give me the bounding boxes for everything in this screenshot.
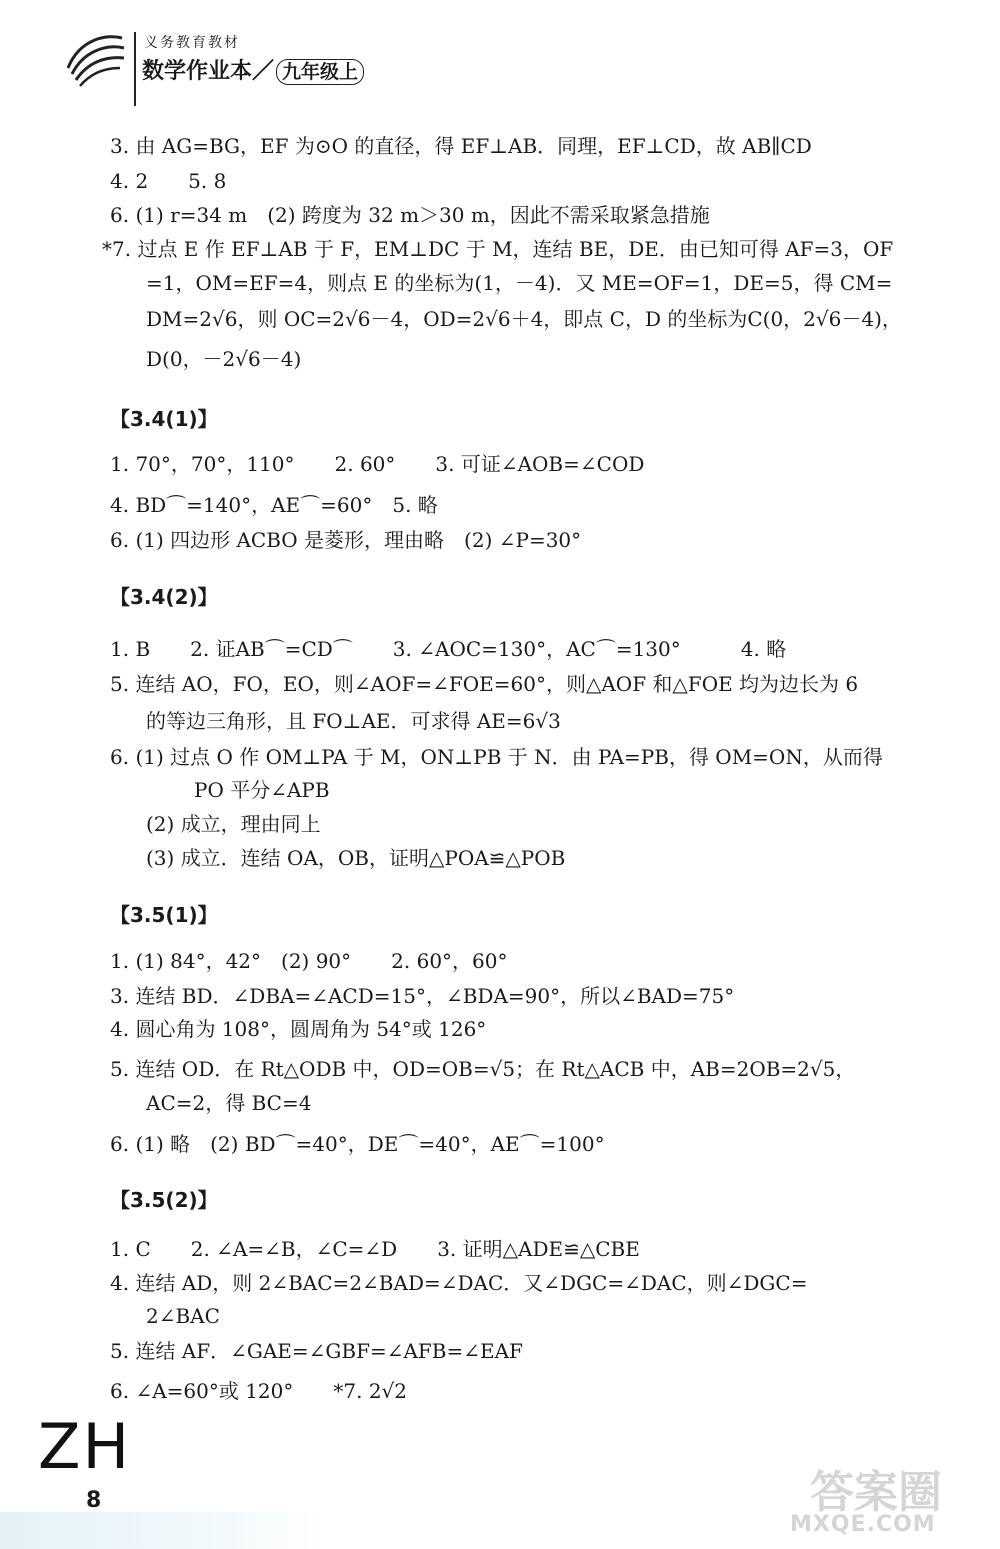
answer-line: DM=2√6，则 OC=2√6－4，OD=2√6＋4，即点 C，D 的坐标为C(0，2√6－4)， (146, 307, 902, 331)
answer-line: 1. (1) 84°，42° (2) 90° 2. 60°，60° (110, 949, 508, 973)
answer-line: 2∠BAC (146, 1304, 220, 1328)
answer-line: (2) 成立，理由同上 (146, 812, 321, 836)
answer-line: D(0，－2√6－4) (146, 347, 302, 371)
answer-line: (3) 成立．连结 OA，OB，证明△POA≌△POB (146, 846, 566, 870)
page-header (62, 20, 482, 110)
answer-line: 4. 圆心角为 108°，圆周角为 54°或 126° (110, 1017, 487, 1041)
section-heading: 【3.4(2)】 (110, 585, 218, 609)
grade-label: 九年级上 (276, 59, 364, 85)
answer-line: 3. 由 AG=BG，EF 为⊙O 的直径，得 EF⊥AB．同理，EF⊥CD，故 AB∥CD (110, 134, 812, 158)
answer-line: 5. 连结 AO，FO，EO，则∠AOF=∠FOE=60°，则△AOF 和△FOE 均为边长为 6 (110, 672, 859, 696)
watermark (790, 1456, 990, 1536)
answer-line: 6. ∠A=60°或 120° *7. 2√2 (110, 1379, 408, 1403)
series-label: 义务教育教材 (144, 35, 240, 51)
answer-line: 6. (1) 四边形 ACBO 是菱形，理由略 (2) ∠P=30° (110, 528, 582, 552)
answer-line: 3. 连结 BD．∠DBA=∠ACD=15°，∠BDA=90°，所以∠BAD=75° (110, 984, 735, 1008)
answer-line: 4. 连结 AD，则 2∠BAC=2∠BAD=∠DAC．又∠DGC=∠DAC，则∠DGC= (110, 1271, 808, 1295)
answer-line: 4. BD⌒=140°，AE⌒=60° 5. 略 (110, 493, 438, 517)
decorative-band (0, 1512, 330, 1549)
section-heading: 【3.4(1)】 (110, 407, 218, 431)
answer-line: 的等边三角形，且 FO⊥AE．可求得 AE=6√3 (146, 709, 561, 733)
book-title-text: 数学作业本／ (142, 59, 275, 84)
corner-mark: ZH (38, 1410, 132, 1483)
section-heading: 【3.5(1)】 (110, 903, 218, 927)
answer-line: 6. (1) 过点 O 作 OM⊥PA 于 M，ON⊥PB 于 N．由 PA=PB，得 OM=ON，从而得 (110, 745, 883, 769)
watermark-mark: 答案圈 (810, 1467, 942, 1518)
answer-line: 1. 70°，70°，110° 2. 60° 3. 可证∠AOB=∠COD (110, 452, 645, 476)
answer-line: AC=2，得 BC=4 (146, 1091, 312, 1115)
answer-line: 6. (1) r=34 m (2) 跨度为 32 m＞30 m，因此不需采取紧急措施 (110, 203, 710, 227)
answer-line: 5. 连结 OD．在 Rt△ODB 中，OD=OB=√5；在 Rt△ACB 中，AB=2OB=2√5， (110, 1057, 856, 1081)
answer-line: =1，OM=EF=4，则点 E 的坐标为(1，－4)．又 ME=OF=1，DE=5，得 CM= (146, 271, 893, 295)
section-heading: 【3.5(2)】 (110, 1188, 218, 1212)
publisher-logo-icon (62, 28, 128, 94)
answer-line: 1. B 2. 证AB⌒=CD⌒ 3. ∠AOC=130°，AC⌒=130° 4. 略 (110, 637, 787, 661)
page-number: 8 (86, 1488, 102, 1513)
answer-line: 1. C 2. ∠A=∠B，∠C=∠D 3. 证明△ADE≌△CBE (110, 1237, 640, 1261)
answer-line: PO 平分∠APB (194, 778, 330, 802)
answer-line: 4. 2 5. 8 (110, 169, 227, 193)
header-divider (134, 32, 136, 106)
watermark-site: MXQE.COM (790, 1512, 936, 1537)
answer-line: 6. (1) 略 (2) BD⌒=40°，DE⌒=40°，AE⌒=100° (110, 1132, 605, 1156)
book-title (142, 54, 364, 85)
answer-line: 5. 连结 AF．∠GAE=∠GBF=∠AFB=∠EAF (110, 1339, 523, 1363)
answer-line: *7. 过点 E 作 EF⊥AB 于 F，EM⊥DC 于 M，连结 BE，DE．由已知可得 AF=3，OF (102, 237, 894, 261)
